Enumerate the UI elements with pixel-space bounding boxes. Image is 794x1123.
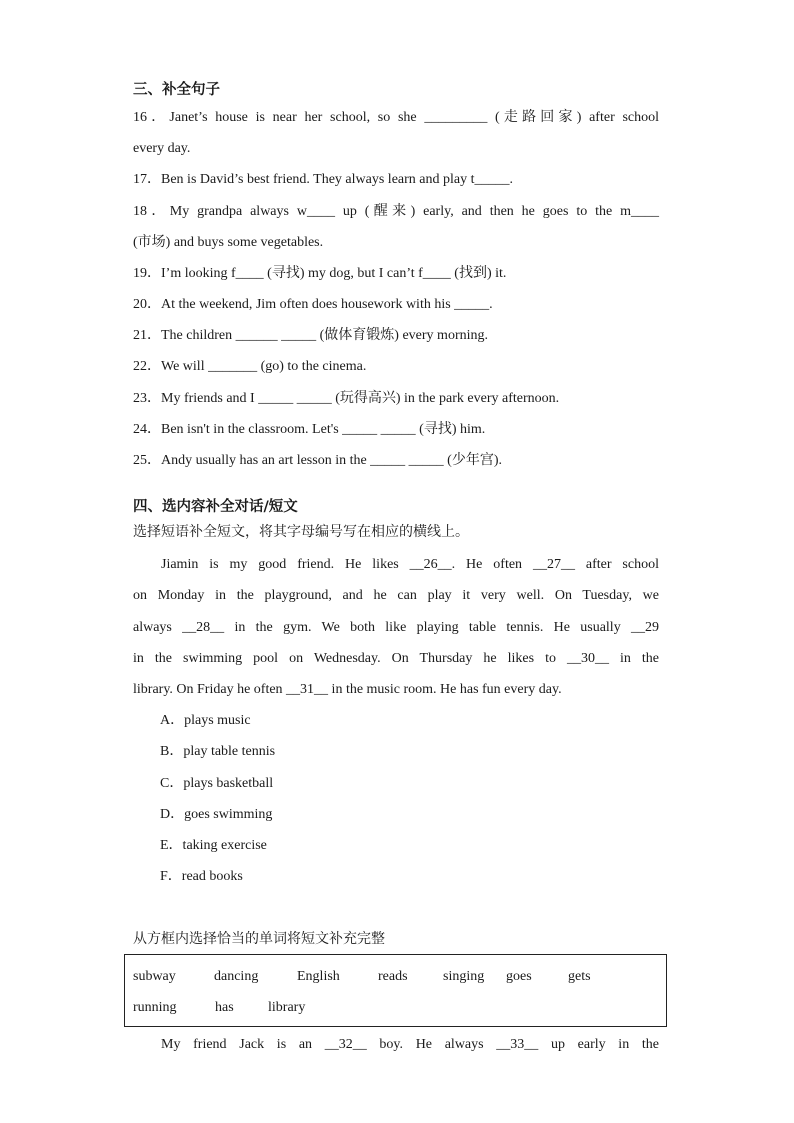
word-bank-row-1	[125, 965, 666, 989]
question-22: 22．We will _______ (go) to the cinema.	[133, 359, 367, 374]
question-21: 21．The children ______ _____ (做体育锻炼) every morning.	[133, 328, 488, 343]
passage-line-3: always __28__ in the gym. We both like playing table tennis. He usually __29	[133, 620, 659, 635]
option-f: F．read books	[160, 869, 243, 884]
question-20: 20．At the weekend, Jim often does housework with his _____.	[133, 297, 493, 312]
option-e: E．taking exercise	[160, 838, 267, 853]
section-3-heading: 三、补全句子	[133, 82, 220, 98]
word-bank-word: singing	[443, 969, 485, 984]
word-bank-word: running	[133, 1000, 177, 1015]
question-16: 16．Janet’s house is near her school, so she _________ (走路回家) after school	[133, 110, 659, 125]
word-bank-word: gets	[568, 969, 591, 984]
option-c: C．plays basketball	[160, 776, 274, 791]
passage-line-4: in the swimming pool on Wednesday. On Thursday he likes to __30__ in the	[133, 651, 659, 666]
question-24: 24．Ben isn't in the classroom. Let's _____ _____ (寻找) him.	[133, 422, 486, 437]
word-bank-word: library	[268, 1000, 306, 1015]
question-23: 23．My friends and I _____ _____ (玩得高兴) in the park every afternoon.	[133, 391, 560, 406]
option-d: D．goes swimming	[160, 807, 273, 822]
section-4-heading: 四、选内容补全对话/短文	[133, 499, 298, 515]
word-bank-word: goes	[506, 969, 532, 984]
word-bank-box	[124, 954, 667, 1027]
question-25: 25．Andy usually has an art lesson in the _____ _____ (少年宫).	[133, 453, 503, 468]
word-bank-word: has	[215, 1000, 234, 1015]
section-4-instruction: 选择短语补全短文，将其字母编号写在相应的横线上。	[133, 524, 469, 540]
question-17: 17．Ben is David’s best friend. They always learn and play t_____.	[133, 172, 513, 187]
word-bank-word: English	[297, 969, 340, 984]
question-18-continued: (市场) and buys some vegetables.	[133, 235, 324, 250]
word-bank-word: dancing	[214, 969, 259, 984]
section-5-instruction: 从方框内选择恰当的单词将短文补充完整	[133, 931, 385, 947]
word-bank-word: reads	[378, 969, 408, 984]
passage-line-1: Jiamin is my good friend. He likes __26__. He often __27__ after school	[161, 557, 659, 572]
word-bank-row-2	[125, 996, 666, 1020]
word-bank-word: subway	[133, 969, 176, 984]
passage-line-2: on Monday in the playground, and he can play it very well. On Tuesday, we	[133, 588, 659, 603]
passage-line-5: library. On Friday he often __31__ in the music room. He has fun every day.	[133, 682, 562, 697]
question-19: 19．I’m looking f____ (寻找) my dog, but I can’t f____ (找到) it.	[133, 266, 507, 281]
option-a: A．plays music	[160, 713, 251, 728]
option-b: B．play table tennis	[160, 744, 276, 759]
passage-2-line-1: My friend Jack is an __32__ boy. He always __33__ up early in the	[161, 1037, 659, 1052]
question-18: 18．My grandpa always w____ up (醒来) early, and then he goes to the m____	[133, 204, 659, 219]
question-16-continued: every day.	[133, 141, 191, 156]
